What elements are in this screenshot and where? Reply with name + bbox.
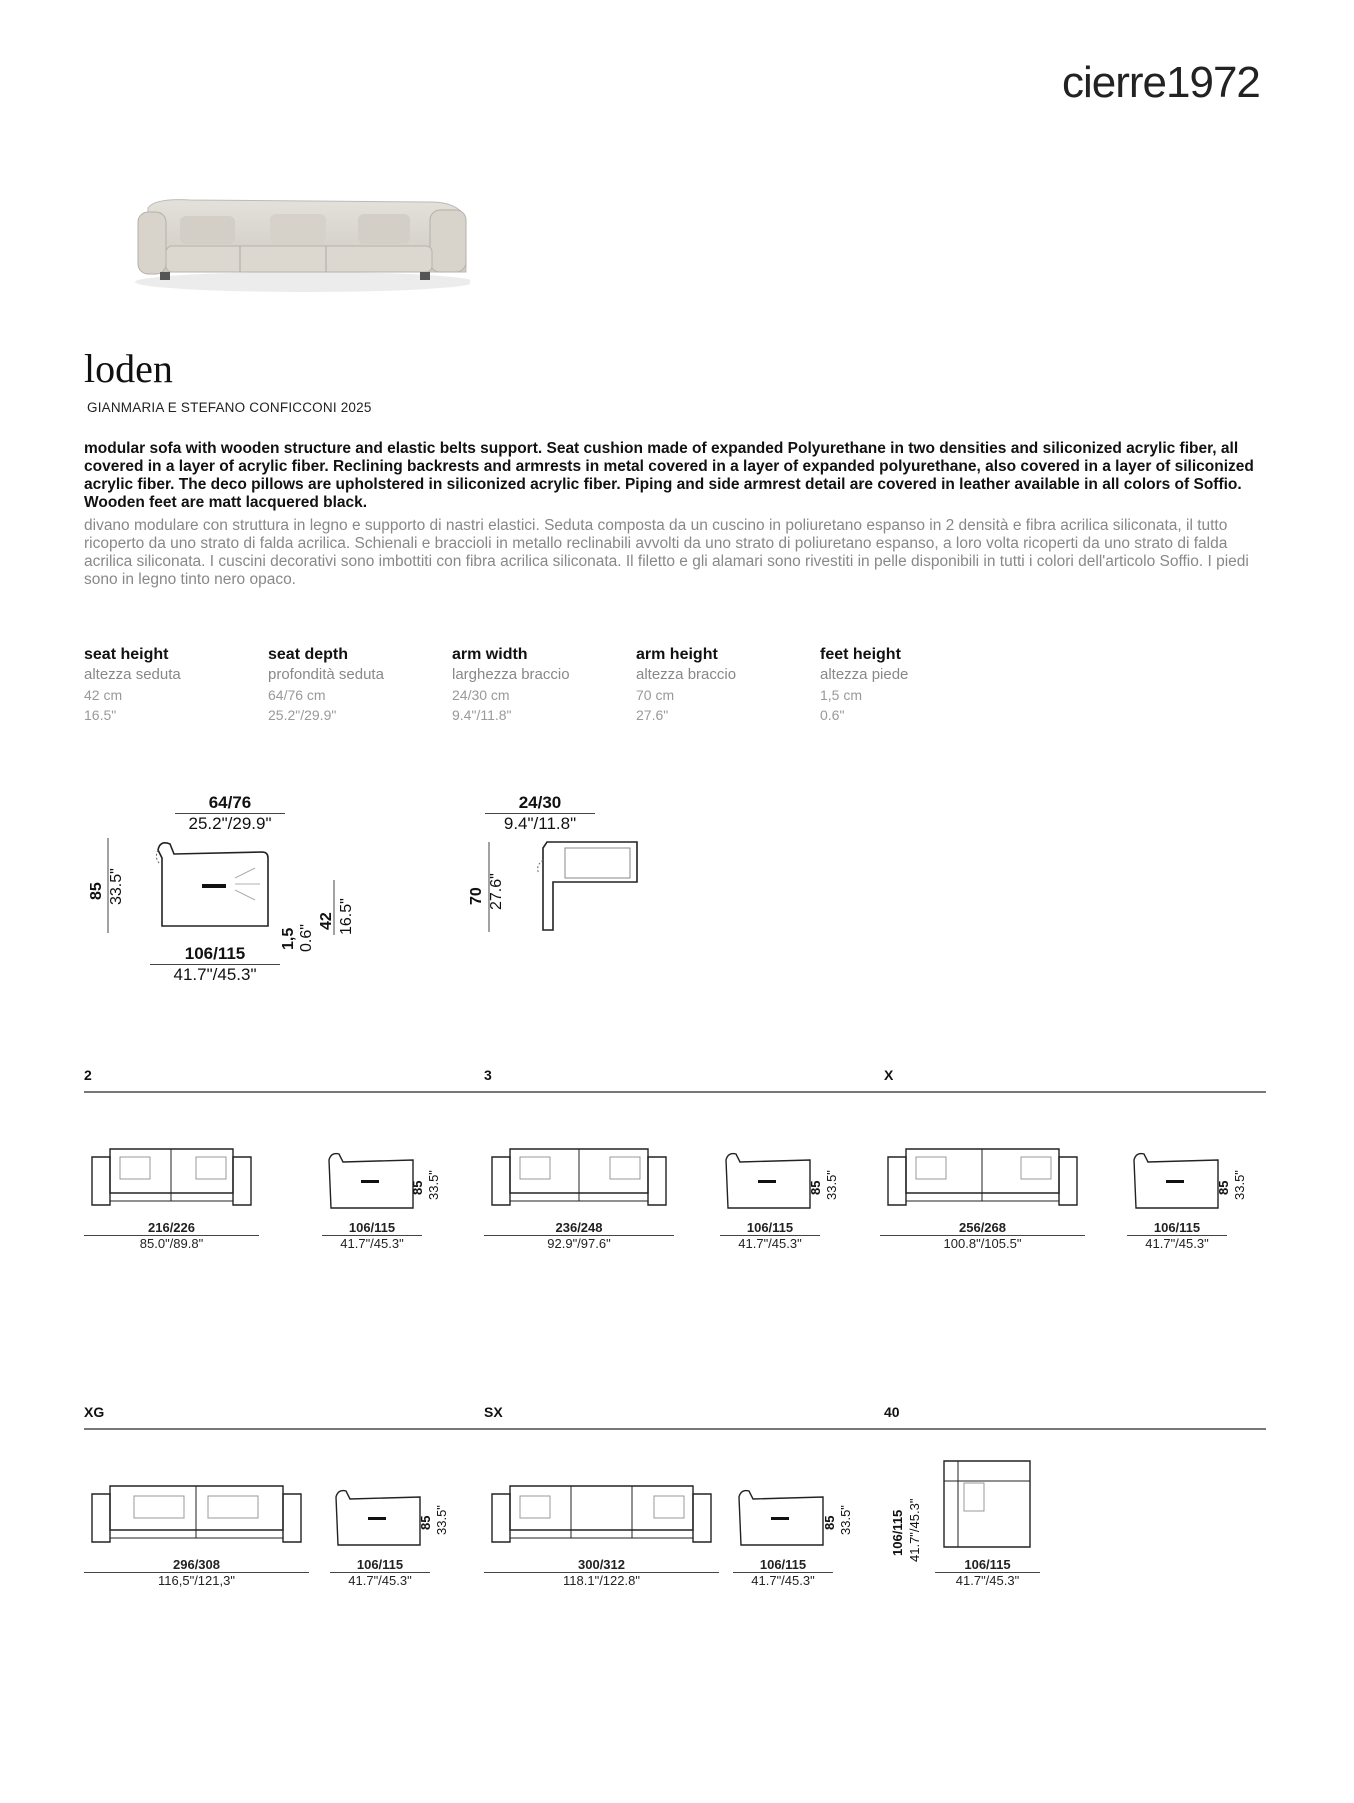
model-xg-side-drawing (332, 1487, 427, 1549)
spec-value-cm: 64/76 cm (268, 687, 326, 703)
dim-in: 33.5" (824, 1170, 839, 1200)
dim-cm: 216/226 (148, 1220, 195, 1235)
model-x-width (880, 1220, 1085, 1251)
model-2-depth (322, 1220, 422, 1251)
dim-in: 33.5" (434, 1505, 449, 1535)
model-2-width (84, 1220, 259, 1251)
dim-seat-height-vertical (318, 912, 336, 930)
dim-cm: 106/115 (348, 1220, 396, 1235)
dim-cm: 106/115 (759, 1557, 807, 1572)
dim-cm: 106/115 (1153, 1220, 1201, 1235)
dim-height-vertical (88, 882, 106, 900)
model-label-40: 40 (884, 1404, 900, 1420)
model-sx-depth (733, 1557, 833, 1588)
arm-drawing (525, 838, 645, 933)
dim-in: 33.5" (108, 868, 125, 905)
dim-depth (150, 944, 280, 985)
dim-cm: 106/115 (964, 1557, 1011, 1572)
model-3-height-in (824, 1170, 839, 1200)
spec-value-in: 16.5" (84, 707, 117, 723)
dim-cm: 296/308 (173, 1557, 220, 1572)
model-3-depth (720, 1220, 820, 1251)
model-xg-height-in (434, 1505, 449, 1535)
dim-cm: 85 (808, 1180, 823, 1195)
spec-table (84, 645, 1004, 725)
model-label-x: X (884, 1067, 894, 1083)
model-2-side-drawing (325, 1150, 420, 1212)
sofa-photo (130, 190, 470, 300)
spec-value-cm: 70 cm (636, 687, 675, 703)
model-40-depth (935, 1557, 1040, 1588)
model-xg-width (84, 1557, 309, 1588)
dim-in: 41.7"/45.3" (907, 1498, 922, 1562)
dim-arm-height-vertical (468, 887, 486, 905)
dim-in: 33.5" (838, 1505, 853, 1535)
dim-cm: 24/30 (518, 793, 562, 812)
dim-cm: 70 (468, 887, 485, 905)
model-3-height (808, 1181, 823, 1195)
dim-in: 16.5" (338, 898, 355, 935)
dim-cm: 85 (1216, 1180, 1231, 1195)
dim-height-in-vertical (108, 868, 126, 905)
dim-in: 116,5"/121,3" (84, 1572, 309, 1588)
model-40-side (890, 1510, 905, 1556)
model-40-side-in (907, 1499, 922, 1562)
model-3-side-drawing (722, 1150, 817, 1212)
spec-label-it: altezza braccio (636, 666, 737, 683)
model-2-front-drawing (84, 1145, 259, 1215)
spec-label-it: altezza seduta (84, 666, 181, 683)
dim-cm: 300/312 (578, 1557, 625, 1572)
dim-arm-width (485, 793, 595, 834)
dim-cm: 106/115 (184, 944, 246, 963)
spec-value-cm: 42 cm (84, 687, 123, 703)
dim-seat-depth (175, 793, 285, 834)
section-divider (84, 1091, 1266, 1093)
model-40-plan-drawing (940, 1457, 1035, 1552)
dim-in: 41.7"/45.3" (720, 1235, 820, 1251)
dim-cm: 106/115 (746, 1220, 794, 1235)
model-x-height (1216, 1181, 1231, 1195)
dim-seat-height-in-vertical (338, 898, 356, 935)
model-x-height-in (1232, 1170, 1247, 1200)
section-divider (84, 1428, 1266, 1430)
dim-cm: 256/268 (959, 1220, 1006, 1235)
model-xg-depth (330, 1557, 430, 1588)
dim-cm: 85 (418, 1515, 433, 1530)
model-x-front-drawing (880, 1145, 1085, 1215)
dim-feet-vertical (280, 928, 298, 950)
dim-cm: 85 (410, 1180, 425, 1195)
dim-in: 27.6" (488, 873, 505, 910)
spec-value-in: 9.4"/11.8" (452, 707, 512, 723)
model-label-2: 2 (84, 1067, 92, 1083)
side-section-drawing (150, 838, 280, 933)
dim-cm: 42 (318, 912, 335, 930)
dim-in: 33.5" (426, 1170, 441, 1200)
spec-label-en: arm height (636, 646, 718, 663)
model-3-front-drawing (484, 1145, 674, 1215)
model-sx-height-in (838, 1505, 853, 1535)
description-italian: divano modulare con struttura in legno e supporto di nastri elastici. Seduta composta da un cuscino in poliuretano espanso in 2 densità e fibra acrilica siliconata, il tutto ricoperto da uno strato di falda acrilica. Schienali e braccioli in metallo reclinabili avvolti da uno strato di poliuretano espanso, a loro volta ricoperti da uno strato di falda acrilica siliconata. I cuscini decorativi sono imbottiti con fibra acrilica siliconata. Il filetto e gli alamari sono rivestiti in pelle disponibili in tutti i colori dell'articolo Soffio. I piedi sono in legno tinto nero opaco. (84, 517, 1249, 588)
spec-value-in: 0.6" (820, 707, 845, 723)
model-x-side-drawing (1130, 1150, 1225, 1212)
dim-cm: 236/248 (555, 1220, 603, 1235)
model-3-width (484, 1220, 674, 1251)
model-label-sx: SX (484, 1404, 503, 1420)
spec-seat-depth (268, 645, 452, 725)
dim-in: 41.7"/45.3" (733, 1572, 833, 1588)
brand-logo: cierre1972 (1062, 58, 1260, 107)
model-xg-front-drawing (84, 1482, 309, 1552)
model-x-depth (1127, 1220, 1227, 1251)
dim-in: 41.7"/45.3" (935, 1572, 1040, 1588)
spec-seat-height (84, 645, 268, 725)
dim-in: 85.0"/89.8" (84, 1235, 259, 1251)
model-sx-height (822, 1516, 837, 1530)
dim-in: 25.2"/29.9" (175, 813, 285, 834)
spec-value-in: 25.2"/29.9" (268, 707, 337, 723)
spec-arm-width (452, 645, 636, 725)
spec-value-cm: 1,5 cm (820, 687, 863, 703)
spec-feet-height (820, 645, 1004, 725)
dim-cm: 106/115 (890, 1509, 905, 1556)
dim-cm: 85 (88, 882, 105, 900)
spec-label-en: seat height (84, 646, 169, 663)
dim-in: 41.7"/45.3" (322, 1235, 422, 1251)
designer-credit: GIANMARIA E STEFANO CONFICCONI 2025 (87, 400, 372, 415)
spec-label-en: feet height (820, 646, 901, 663)
dim-in: 92.9"/97.6" (484, 1235, 674, 1251)
dim-in: 0.6" (298, 924, 315, 952)
dim-arm-height-in-vertical (488, 873, 506, 910)
model-2-height-in (426, 1170, 441, 1200)
spec-label-it: larghezza braccio (452, 666, 570, 683)
spec-label-en: seat depth (268, 646, 349, 663)
model-sx-front-drawing (484, 1482, 719, 1552)
model-sx-width (484, 1557, 719, 1588)
dim-cm: 85 (822, 1515, 837, 1530)
dim-feet-in-vertical (298, 924, 316, 952)
spec-label-it: altezza piede (820, 666, 909, 683)
dim-cm: 64/76 (208, 793, 252, 812)
dim-in: 33.5" (1232, 1170, 1247, 1200)
spec-label-en: arm width (452, 646, 528, 663)
spec-arm-height (636, 645, 820, 725)
product-title: loden (84, 346, 173, 391)
dim-in: 41.7"/45.3" (150, 964, 280, 985)
model-xg-height (418, 1516, 433, 1530)
dim-in: 41.7"/45.3" (1127, 1235, 1227, 1251)
model-2-height (410, 1181, 425, 1195)
dim-in: 118.1"/122.8" (484, 1572, 719, 1588)
spec-label-it: profondità seduta (268, 666, 384, 683)
dim-cm: 1,5 (280, 927, 297, 950)
spec-value-cm: 24/30 cm (452, 687, 510, 703)
description-english: modular sofa with wooden structure and elastic belts support. Seat cushion made of expanded Polyurethane in two densities and siliconized acrylic fiber, all covered in a layer of acrylic fiber. Reclining backrests and armrests in metal covered in a layer of expanded polyurethane, also covered in a layer of siliconized acrylic fiber. The deco pillows are upholstered in siliconized acrylic fiber. Piping and side armrest detail are covered in leather available in all colors of Soffio. Wooden feet are matt lacquered black. (84, 440, 1254, 511)
spec-value-in: 27.6" (636, 707, 669, 723)
dim-cm: 106/115 (356, 1557, 404, 1572)
dim-in: 9.4"/11.8" (485, 813, 595, 834)
dim-in: 41.7"/45.3" (330, 1572, 430, 1588)
dim-in: 100.8"/105.5" (880, 1235, 1085, 1251)
model-label-3: 3 (484, 1067, 492, 1083)
model-sx-side-drawing (735, 1487, 830, 1549)
model-label-xg: XG (84, 1404, 105, 1420)
